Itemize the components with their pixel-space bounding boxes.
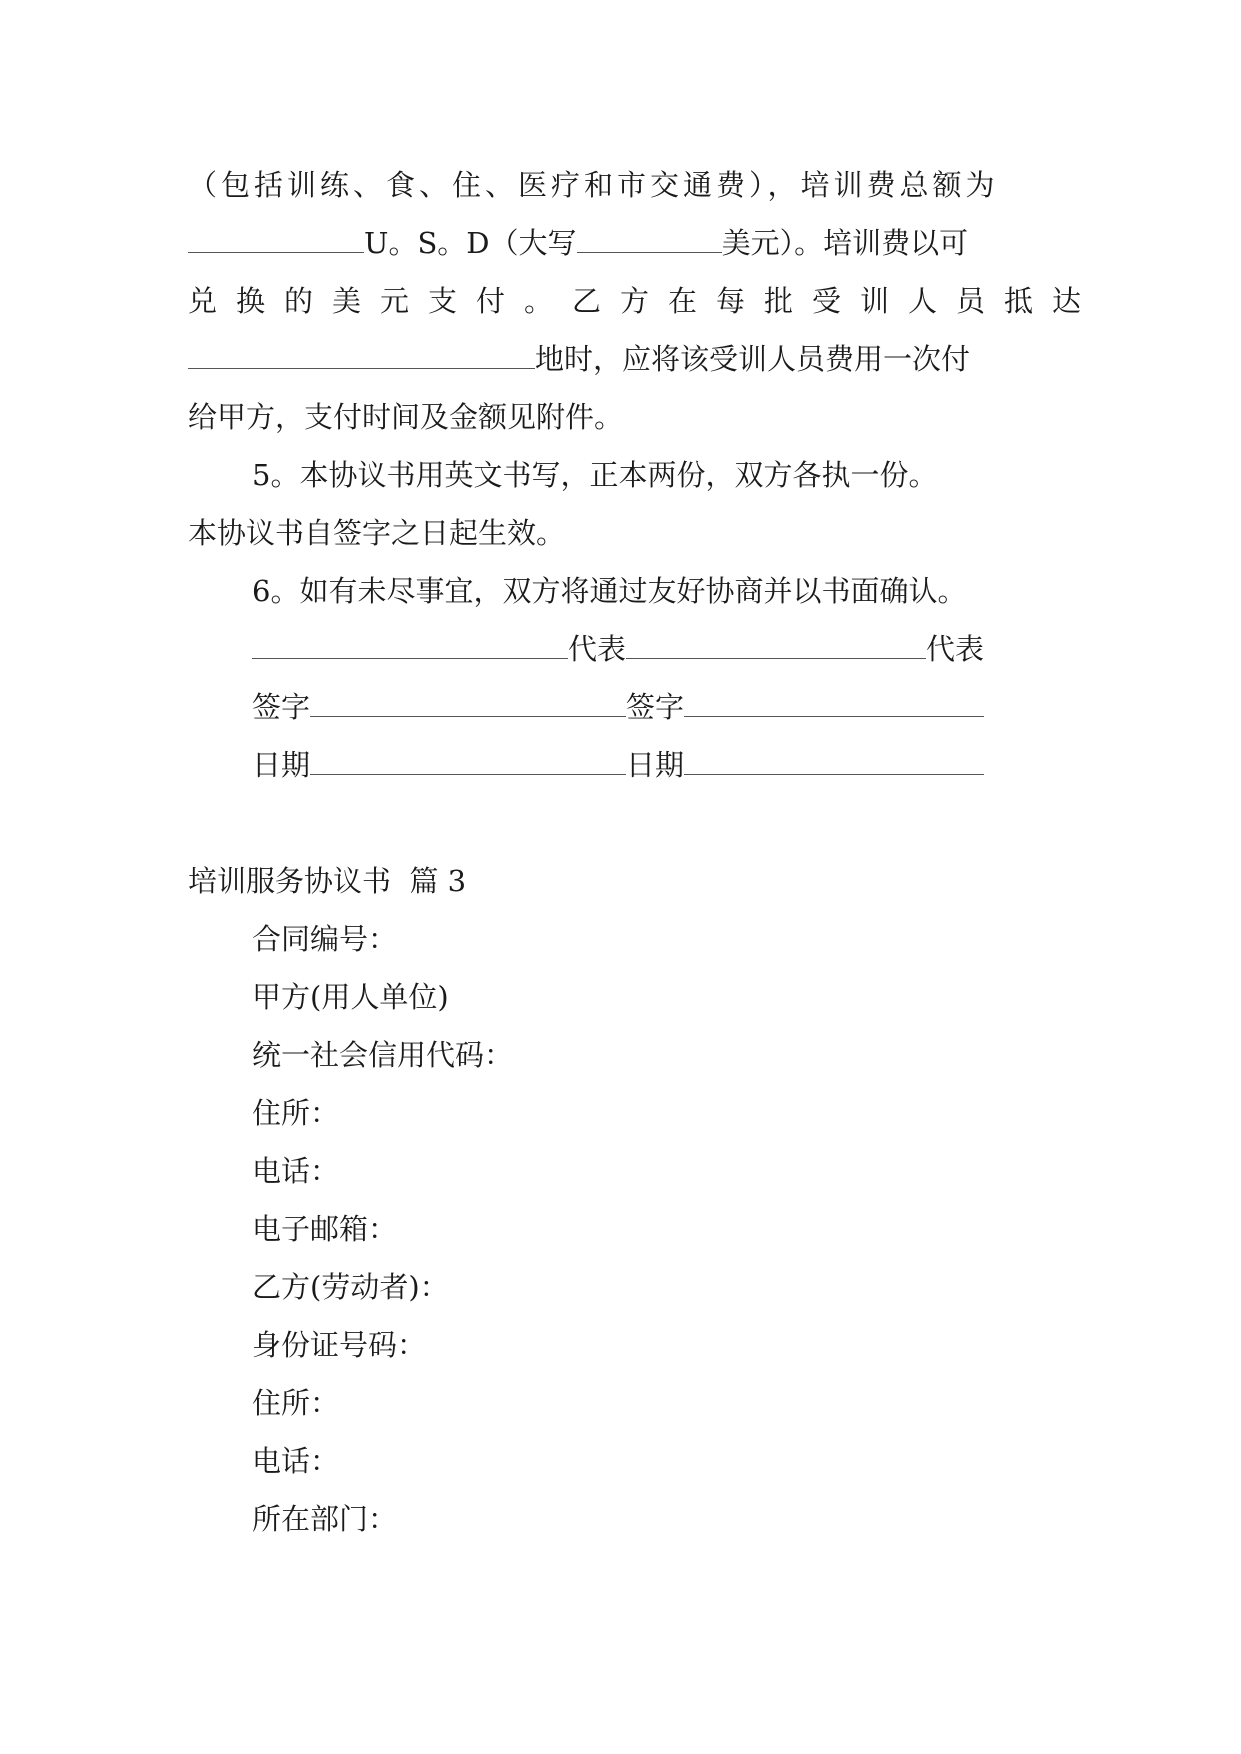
fill-blank — [310, 690, 626, 717]
field-label: 电子邮箱： — [252, 1212, 398, 1246]
field-label: 所在部门： — [252, 1502, 398, 1536]
paragraph-text: 6。如有未尽事宜，双方将通过友好协商并以书面确认。 — [252, 574, 967, 608]
paragraph-line — [188, 223, 968, 263]
fill-blank — [310, 748, 626, 775]
field-phone-b — [252, 1441, 339, 1481]
field-email — [252, 1209, 397, 1249]
paragraph-line — [188, 165, 1048, 205]
fill-blank — [684, 748, 984, 775]
paragraph-line — [252, 455, 937, 495]
field-address-b — [252, 1383, 339, 1423]
field-department — [252, 1499, 397, 1539]
paragraph-text: 本协议书自签字之日起生效。 — [188, 516, 566, 550]
field-credit-code — [252, 1035, 513, 1075]
paragraph-line — [188, 339, 970, 379]
paragraph-text: 地时，应将该受训人员费用一次付 — [535, 342, 971, 376]
paragraph-line — [188, 513, 565, 553]
fill-blank — [188, 226, 364, 253]
representative-row — [252, 629, 984, 669]
field-label: 住所： — [252, 1096, 340, 1130]
fill-blank — [684, 690, 984, 717]
field-party-b — [252, 1267, 449, 1307]
date-label: 日期 — [626, 748, 685, 782]
field-phone-a — [252, 1151, 339, 1191]
representative-label: 代表 — [926, 632, 985, 666]
date-row — [252, 745, 984, 785]
representative-label: 代表 — [568, 632, 627, 666]
fill-blank — [188, 342, 535, 369]
fill-blank — [577, 226, 722, 253]
fill-blank — [252, 632, 568, 659]
paragraph-text: 给甲方，支付时间及金额见附件。 — [188, 400, 624, 434]
signature-label: 签字 — [626, 690, 685, 724]
paragraph-line — [188, 281, 1100, 321]
field-address-a — [252, 1093, 339, 1133]
field-label: 甲方(用人单位) — [252, 980, 449, 1014]
date-label: 日期 — [252, 748, 311, 782]
field-party-a — [252, 977, 449, 1017]
field-label: 身份证号码： — [252, 1328, 427, 1362]
field-label: 电话： — [252, 1154, 340, 1188]
paragraph-line — [188, 397, 623, 437]
paragraph-text: 兑换的美元支付。乙方在每批受训人员抵达 — [188, 284, 1101, 318]
field-label: 统一社会信用代码： — [252, 1038, 514, 1072]
field-id-number — [252, 1325, 426, 1365]
field-contract-number — [252, 919, 397, 959]
section-title — [188, 861, 466, 901]
field-label: 乙方(劳动者)： — [252, 1270, 449, 1304]
signature-row — [252, 687, 984, 727]
fill-blank — [626, 632, 926, 659]
paragraph-text: 5。本协议书用英文书写，正本两份，双方各执一份。 — [252, 458, 938, 492]
paragraph-text: （包括训练、食、住、医疗和市交通费），培训费总额为 — [188, 168, 999, 202]
paragraph-text: 美元）。培训费以可 — [721, 226, 969, 260]
field-label: 住所： — [252, 1386, 340, 1420]
section-title-text: 培训服务协议书 篇 3 — [188, 864, 467, 898]
paragraph-text: U。S。D（大写 — [364, 226, 577, 260]
signature-label: 签字 — [252, 690, 311, 724]
field-label: 合同编号： — [252, 922, 398, 956]
field-label: 电话： — [252, 1444, 340, 1478]
paragraph-line — [252, 571, 966, 611]
